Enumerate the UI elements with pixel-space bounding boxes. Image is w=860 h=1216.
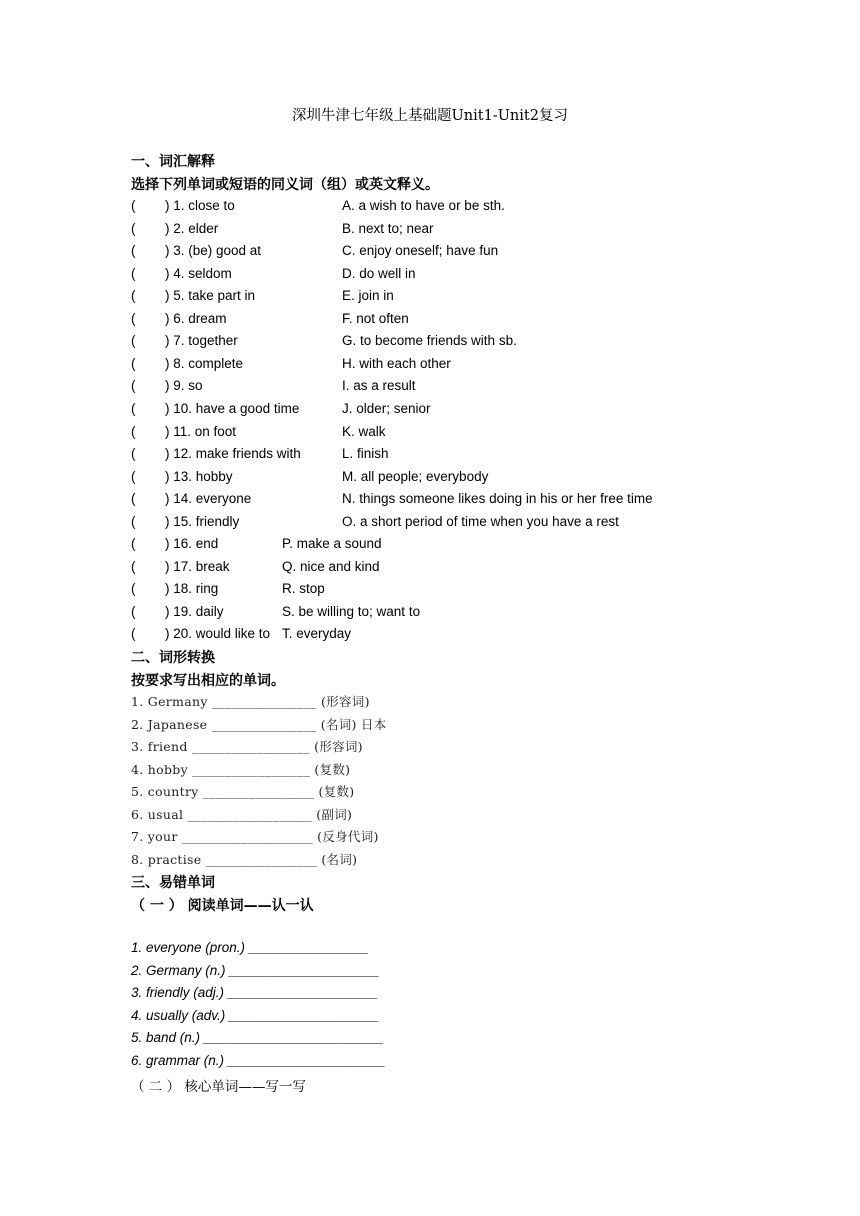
vocab-definition: H. with each other <box>342 355 451 371</box>
word-form-item: 3. friend __________________ (形容词) <box>131 739 363 754</box>
vocab-term: ) 19. daily <box>165 603 224 619</box>
answer-blank[interactable]: ( <box>131 220 136 236</box>
answer-blank[interactable]: ( <box>131 378 136 394</box>
vocab-definition: K. walk <box>342 423 386 439</box>
page-title: 深圳牛津七年级上基础题Unit1-Unit2复习 <box>292 108 568 124</box>
section3-heading: 三、易错单词 <box>131 875 215 891</box>
vocab-term: ) 11. on foot <box>165 423 237 439</box>
vocab-definition: F. not often <box>342 310 409 326</box>
vocab-term: ) 13. hobby <box>165 468 233 484</box>
vocab-definition: S. be willing to; want to <box>282 603 421 619</box>
vocab-term: ) 18. ring <box>165 581 219 597</box>
vocab-term: ) 2. elder <box>165 220 219 236</box>
section3-subheading-1: （ 一 ） 阅读单词——认一认 <box>131 898 314 914</box>
section3-subheading-2: （ 二 ） 核心单词——写一写 <box>131 1079 306 1095</box>
vocab-definition: A. a wish to have or be sth. <box>342 198 505 213</box>
word-form-item: 2. Japanese ________________ (名词) 日本 <box>131 717 387 732</box>
answer-blank[interactable]: ( <box>131 446 136 462</box>
vocab-term: ) 12. make friends with <box>165 446 301 462</box>
answer-blank[interactable]: ( <box>131 603 136 619</box>
answer-blank[interactable]: ( <box>131 423 136 439</box>
answer-blank[interactable]: ( <box>131 288 136 304</box>
vocab-definition: B. next to; near <box>342 220 434 236</box>
spelling-item: 2. Germany (n.) ____________________ <box>131 963 380 978</box>
vocab-term: ) 6. dream <box>165 310 227 326</box>
vocab-term: ) 7. together <box>165 333 238 349</box>
answer-blank[interactable]: ( <box>131 333 136 349</box>
word-form-item: 8. practise _________________ (名词) <box>131 852 358 867</box>
vocab-definition: E. join in <box>342 288 394 304</box>
answer-blank[interactable]: ( <box>131 558 136 574</box>
section2-heading: 二、词形转换 <box>131 650 215 666</box>
vocab-term: ) 9. so <box>165 378 203 394</box>
answer-blank[interactable]: ( <box>131 513 136 529</box>
vocab-definition: C. enjoy oneself; have fun <box>342 243 499 259</box>
vocab-term: ) 20. would like to <box>165 626 271 642</box>
vocab-definition: L. finish <box>342 446 389 462</box>
vocab-term: ) 10. have a good time <box>165 400 300 416</box>
vocab-definition: N. things someone likes doing in his or her free time <box>342 491 653 507</box>
vocab-term: ) 4. seldom <box>165 265 232 281</box>
answer-blank[interactable]: ( <box>131 355 136 371</box>
answer-blank[interactable]: ( <box>131 626 136 642</box>
vocab-term: ) 1. close to <box>165 198 235 213</box>
vocab-term: ) 5. take part in <box>165 288 256 304</box>
vocab-term: ) 8. complete <box>165 355 244 371</box>
vocab-definition: D. do well in <box>342 265 416 281</box>
vocab-term: ) 16. end <box>165 536 219 552</box>
answer-blank[interactable]: ( <box>131 581 136 597</box>
word-form-item: 7. your ____________________ (反身代词) <box>131 829 379 844</box>
word-form-item: 6. usual ___________________ (副词) <box>131 807 353 822</box>
vocab-definition: Q. nice and kind <box>282 558 380 574</box>
vocab-definition: P. make a sound <box>282 536 382 552</box>
spelling-item: 6. grammar (n.) _____________________ <box>131 1053 386 1068</box>
vocab-definition: G. to become friends with sb. <box>342 333 517 349</box>
vocab-term: ) 3. (be) good at <box>165 243 262 259</box>
vocab-definition: I. as a result <box>342 378 416 394</box>
answer-blank[interactable]: ( <box>131 243 136 259</box>
word-form-item: 4. hobby __________________ (复数) <box>131 762 351 777</box>
answer-blank[interactable]: ( <box>131 536 136 552</box>
vocab-definition: R. stop <box>282 581 325 597</box>
answer-blank[interactable]: ( <box>131 491 136 507</box>
spelling-item: 5. band (n.) ________________________ <box>131 1030 384 1045</box>
vocab-definition: O. a short period of time when you have a rest <box>342 513 619 529</box>
vocab-definition: J. older; senior <box>342 400 431 416</box>
word-form-item: 5. country _________________ (复数) <box>131 784 355 799</box>
spelling-item: 3. friendly (adj.) ____________________ <box>131 985 378 1000</box>
vocab-definition: T. everyday <box>282 626 352 642</box>
section1-heading: 一、词汇解释 <box>131 154 215 170</box>
word-form-item: 1. Germany ________________ (形容词) <box>131 694 370 709</box>
vocab-definition: M. all people; everybody <box>342 468 489 484</box>
vocab-term: ) 14. everyone <box>165 491 252 507</box>
answer-blank[interactable]: ( <box>131 310 136 326</box>
answer-blank[interactable]: ( <box>131 198 136 213</box>
spelling-item: 4. usually (adv.) ____________________ <box>131 1008 380 1023</box>
spelling-item: 1. everyone (pron.) ________________ <box>131 940 369 955</box>
vocab-term: ) 15. friendly <box>165 513 240 529</box>
section1-instruction: 选择下列单词或短语的同义词（组）或英文释义。 <box>131 177 439 193</box>
answer-blank[interactable]: ( <box>131 265 136 281</box>
section2-instruction: 按要求写出相应的单词。 <box>131 673 285 689</box>
vocab-term: ) 17. break <box>165 558 230 574</box>
answer-blank[interactable]: ( <box>131 468 136 484</box>
answer-blank[interactable]: ( <box>131 400 136 416</box>
